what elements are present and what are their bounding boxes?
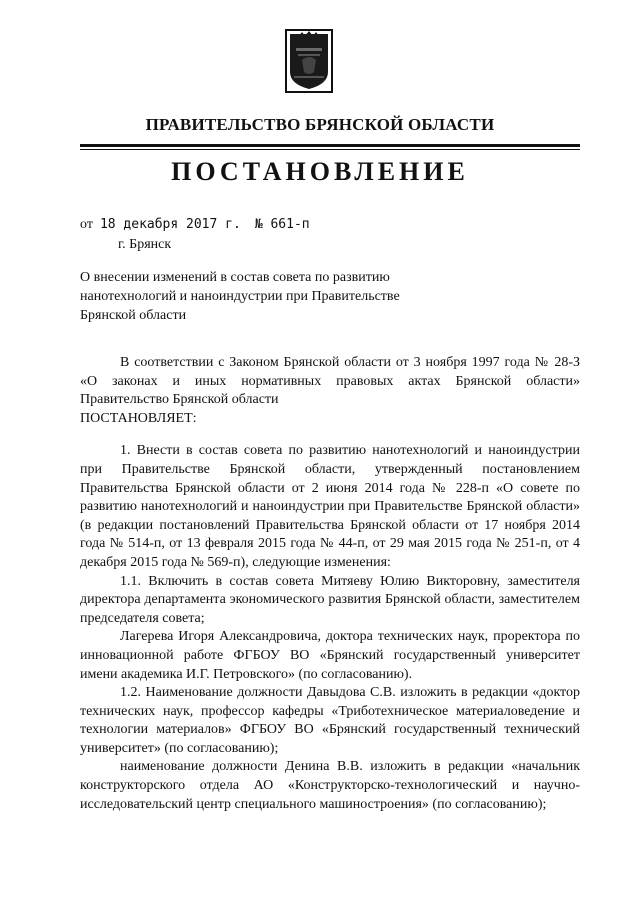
resolves-heading: ПОСТАНОВЛЯЕТ: <box>80 410 197 426</box>
government-name: ПРАВИТЕЛЬСТВО БРЯНСКОЙ ОБЛАСТИ <box>145 115 495 134</box>
clause-1-2-continued: наименование должности Денина В.В. изложить в редакции «начальник конструкторского отдела АО «Конструкторско-технологический и научно-исследовательский центр специального машиностроения» (по согласованию); <box>80 759 580 812</box>
header-rule-thin <box>80 149 580 150</box>
date-line <box>80 217 310 233</box>
document-type: ПОСТАНОВЛЕНИЕ <box>171 157 469 186</box>
document-date: 18 декабря 2017 г. <box>99 217 241 232</box>
header-rule-thick <box>80 144 580 147</box>
clause-1: 1. Внести в состав совета по развитию нанотехнологий и наноиндустрии при Правительстве Брянской области, утвержденный постановлением Правительства Брянской области от 2 июня 2014 года № 228-п «О совете по развитию нанотехнологий и наноиндустрии при Правительстве Брянской области» (в редакции постановлений Правительства Брянской области от 17 ноября 2014 года № 514-п, от 13 февраля 2015 года № 44-п, от 29 мая 2015 года № 251-п, от 4 декабря 2015 года № 569-п), следующие изменения: <box>80 443 580 570</box>
clause-1-2: 1.2. Наименование должности Давыдова С.В. изложить в редакции «доктор технических наук, профессор кафедры «Триботехническое материаловедение и технологии материалов» ФГБОУ ВО «Брянский государственный технический университет» (по согласованию); <box>80 685 580 756</box>
document-subject: О внесении изменений в состав совета по развитию нанотехнологий и наноиндустрии при Правительстве Брянской области <box>80 270 400 323</box>
clause-1-1: 1.1. Включить в состав совета Митяеву Юлию Викторовну, заместителя директора департамента экономического развития Брянской области, заместителем председателя совета; <box>80 573 580 626</box>
document-city: г. Брянск <box>118 237 172 252</box>
date-prefix: от <box>80 217 93 232</box>
preamble-paragraph: В соответствии с Законом Брянской области от 3 ноября 1997 года № 28-З «О законах и иных нормативных правовых актах Брянской области» Правительство Брянской области <box>80 355 580 408</box>
document-number: № 661-п <box>254 217 310 232</box>
document-body <box>80 354 580 814</box>
coat-of-arms-icon <box>284 28 334 94</box>
clause-1-1-continued: Лагерева Игоря Александровича, доктора технических наук, проректора по инновационной работе ФГБОУ ВО «Брянский государственный университет имени академика И.Г. Петровского» (по согласованию). <box>80 629 580 682</box>
